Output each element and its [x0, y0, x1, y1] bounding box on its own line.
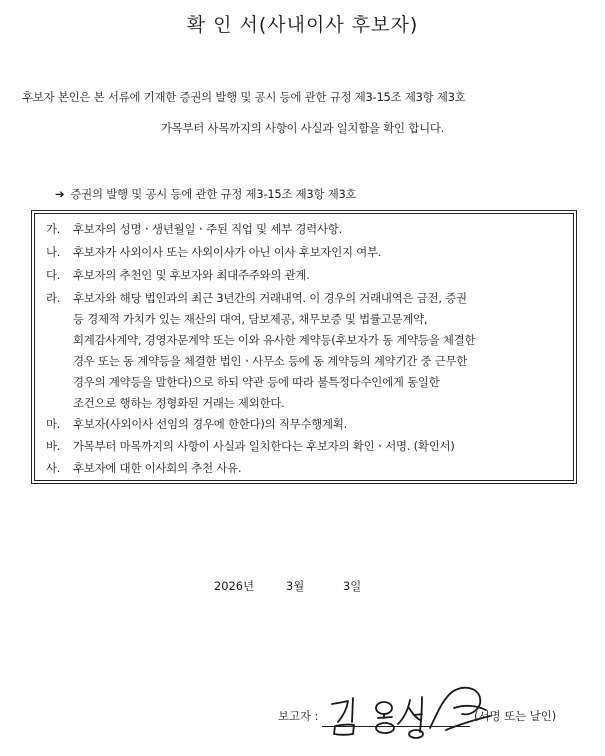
checklist-item-da	[46, 268, 310, 282]
item-marker: 사.	[46, 461, 61, 475]
date-month: 3월	[286, 579, 305, 593]
item-marker: 가.	[46, 222, 61, 236]
item-continuation: 회계감사계약, 경영자문계약 또는 이와 유사한 계약등(후보자가 동 계약등을 체결한	[73, 333, 476, 347]
checklist-box	[31, 210, 577, 484]
regulation-reference-text: 증권의 발행 및 공시 등에 관한 규정 제3-15조 제3항 제3호	[70, 187, 357, 201]
item-text: 후보자(사외이사 선임의 경우에 한한다)의 직무수행계획.	[73, 417, 348, 431]
item-text: 가목부터 마목까지의 사항이 사실과 일치한다는 후보자의 확인ㆍ서명. (확인서)	[73, 439, 455, 453]
item-marker: 바.	[46, 439, 61, 453]
item-text: 후보자와 해당 법인과의 최근 3년간의 거래내역. 이 경우의 거래내역은 금전, 증권	[73, 291, 467, 305]
document-title: 확 인 서(사내이사 후보자)	[186, 14, 419, 36]
item-marker: 마.	[46, 417, 61, 431]
item-continuation: 경우의 계약등을 말한다)으로 하되 약관 등에 따라 불특정다수인에게 동일한	[73, 375, 440, 389]
date-day: 3일	[343, 579, 362, 593]
item-marker: 다.	[46, 268, 61, 282]
seal-note: (서명 또는 날인)	[474, 709, 557, 723]
checklist-item-ma	[46, 417, 347, 431]
checklist-item-ga	[46, 222, 342, 236]
item-continuation: 조건으로 행하는 정형화된 거래는 제외한다.	[73, 396, 285, 410]
checklist-item-na	[46, 245, 381, 259]
item-marker: 라.	[46, 291, 61, 305]
item-text: 후보자에 대한 이사회의 추천 사유.	[73, 461, 242, 475]
arrow-icon: ➔	[55, 187, 65, 201]
item-marker: 나.	[46, 245, 61, 259]
reporter-label: 보고자 :	[278, 709, 319, 723]
checklist-item-ba	[46, 439, 455, 453]
intro-line-2: 가목부터 사목까지의 사항이 사실과 일치함을 확인 합니다.	[160, 121, 445, 135]
checklist-item-ra	[46, 291, 467, 305]
item-continuation: 등 경제적 가치가 있는 재산의 대여, 담보제공, 채무보증 및 법률고문계약,	[73, 312, 428, 326]
intro-line-1: 후보자 본인은 본 서류에 기재한 증권의 발행 및 공시 등에 관한 규정 제3-15조 제3항 제3호	[22, 90, 466, 104]
checklist-item-sa	[46, 461, 241, 475]
item-text: 후보자의 추천인 및 후보자와 최대주주와의 관계.	[73, 268, 310, 282]
item-text: 후보자의 성명ㆍ생년월일ㆍ주된 직업 및 세부 경력사항.	[73, 222, 343, 236]
item-continuation: 경우 또는 동 계약등을 체결한 법인ㆍ사무소 등에 동 계약등의 계약기간 중 근무한	[73, 354, 468, 368]
item-text: 후보자가 사외이사 또는 사외이사가 아닌 이사 후보자인지 여부.	[73, 245, 382, 259]
regulation-reference	[55, 186, 356, 202]
date-year: 2026년	[214, 579, 254, 593]
handwritten-signature	[318, 670, 528, 740]
